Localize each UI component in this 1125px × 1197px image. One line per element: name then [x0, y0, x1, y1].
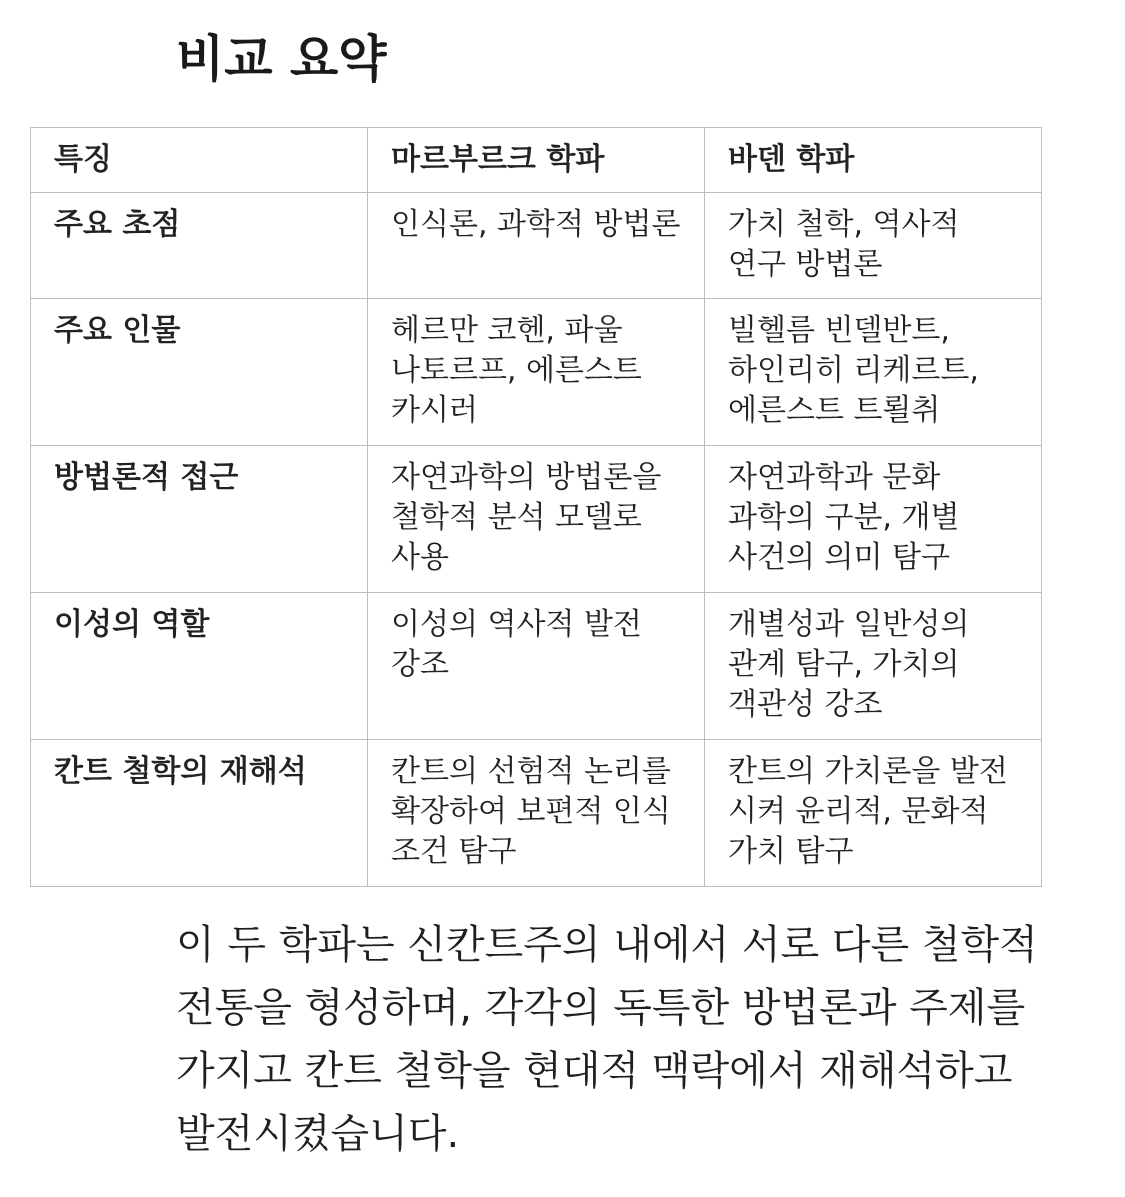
- summary-line: 발전시켰습니다.: [176, 1111, 460, 1157]
- cell-line: 칸트의 선험적 논리를: [391, 754, 671, 789]
- feature-cell: 이성의 역할: [31, 593, 368, 740]
- cell-line: 관계 탐구, 가치의: [728, 647, 960, 682]
- cell-line: 철학적 분석 모델로: [391, 500, 642, 535]
- summary-line: 가지고 칸트 철학을 현대적 맥락에서 재해석하고: [176, 1048, 1013, 1094]
- feature-cell: 칸트 철학의 재해석: [31, 740, 368, 887]
- table-row: [31, 740, 1042, 887]
- summary-paragraph: [176, 914, 1076, 1166]
- cell-line: 나토르프, 에른스트: [391, 353, 642, 388]
- cell-line: 자연과학의 방법론을: [391, 460, 662, 495]
- cell-line: 이성의 역사적 발전: [391, 607, 642, 642]
- cell-line: 개별성과 일반성의: [728, 607, 970, 642]
- marburg-cell: [368, 593, 705, 740]
- marburg-cell: [368, 446, 705, 593]
- section-heading: 비교 요약: [176, 30, 387, 88]
- baden-cell: [705, 740, 1042, 887]
- baden-cell: [705, 593, 1042, 740]
- marburg-cell: [368, 193, 705, 299]
- cell-line: 빌헬름 빈델반트,: [728, 313, 950, 348]
- cell-line: 가치 탐구: [728, 834, 854, 869]
- table-row: [31, 299, 1042, 446]
- baden-cell: [705, 299, 1042, 446]
- marburg-cell: [368, 740, 705, 887]
- cell-line: 사용: [391, 540, 449, 575]
- cell-line: 시켜 윤리적, 문화적: [728, 794, 989, 829]
- cell-line: 하인리히 리케르트,: [728, 353, 979, 388]
- cell-line: 헤르만 코헨, 파울: [391, 313, 623, 348]
- baden-cell: [705, 193, 1042, 299]
- cell-line: 과학의 구분, 개별: [728, 500, 960, 535]
- header-baden-school: 바덴 학파: [705, 128, 1042, 193]
- cell-line: 카시러: [391, 393, 478, 428]
- feature-cell: 주요 초점: [31, 193, 368, 299]
- table-row: [31, 193, 1042, 299]
- feature-cell: 방법론적 접근: [31, 446, 368, 593]
- comparison-table: [30, 127, 1042, 887]
- cell-line: 가치 철학, 역사적: [728, 207, 960, 242]
- table-row: [31, 593, 1042, 740]
- cell-line: 조건 탐구: [391, 834, 517, 869]
- cell-line: 강조: [391, 647, 449, 682]
- marburg-cell: [368, 299, 705, 446]
- table-row: [31, 446, 1042, 593]
- cell-line: 에른스트 트뢸취: [728, 393, 941, 428]
- summary-line: 전통을 형성하며, 각각의 독특한 방법론과 주제를: [176, 985, 1026, 1031]
- cell-line: 객관성 강조: [728, 687, 883, 722]
- cell-line: 사건의 의미 탐구: [728, 540, 950, 575]
- baden-cell: [705, 446, 1042, 593]
- cell-line: 칸트의 가치론을 발전: [728, 754, 1008, 789]
- cell-line: 자연과학과 문화: [728, 460, 941, 495]
- table-header-row: [31, 128, 1042, 193]
- header-feature: 특징: [31, 128, 368, 193]
- header-marburg-school: 마르부르크 학파: [368, 128, 705, 193]
- cell-line: 연구 방법론: [728, 247, 883, 282]
- cell-line: 확장하여 보편적 인식: [391, 794, 671, 829]
- feature-cell: 주요 인물: [31, 299, 368, 446]
- summary-line: 이 두 학파는 신칸트주의 내에서 서로 다른 철학적: [176, 922, 1038, 968]
- cell-line: 인식론, 과학적 방법론: [391, 207, 681, 242]
